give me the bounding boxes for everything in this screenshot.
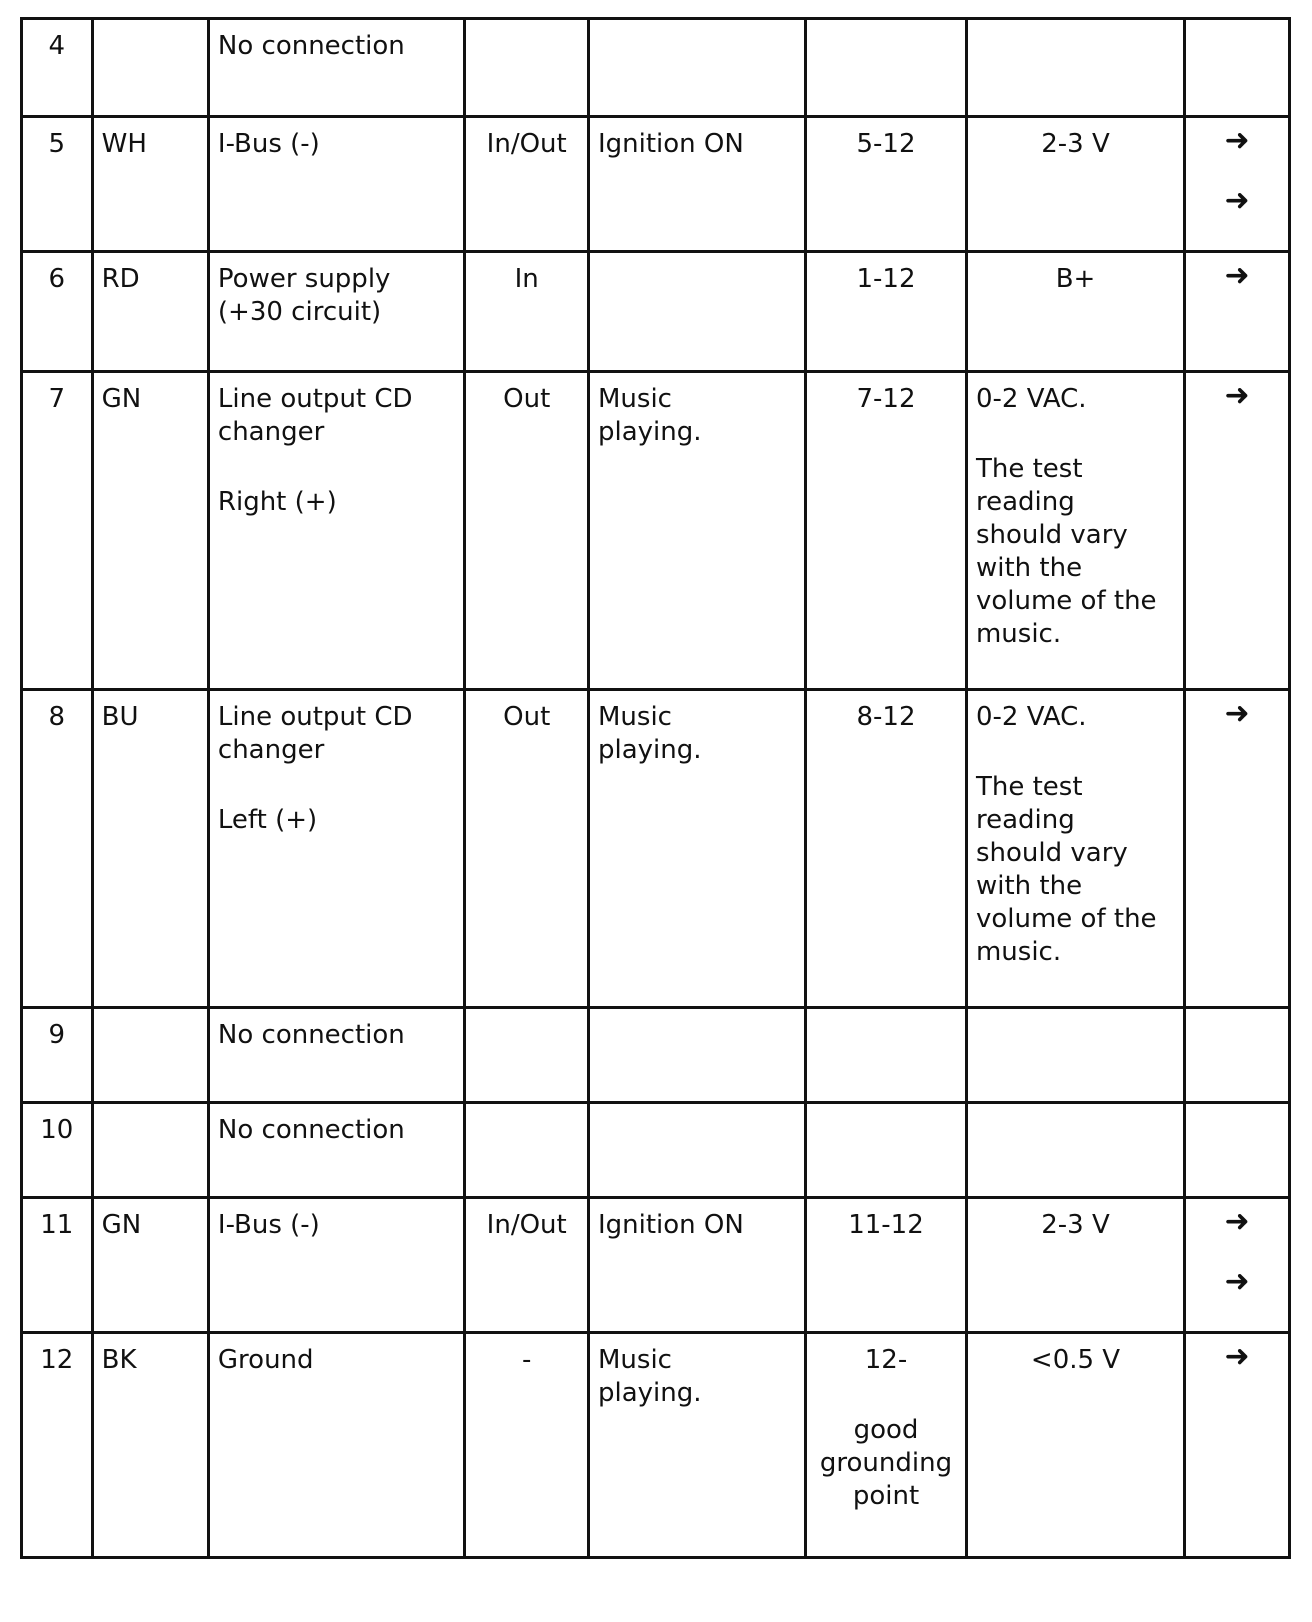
function-label: Power supply (+30 circuit) (217, 264, 391, 327)
direction: Out (503, 702, 551, 732)
pin-number: 10 (40, 1115, 74, 1145)
expected-value-cell (966, 252, 1184, 372)
table-row (22, 690, 1290, 1008)
right-arrow-icon: ➜ (1224, 378, 1250, 413)
direction-cell (465, 372, 589, 690)
condition-cell (588, 1103, 805, 1198)
expected-value-cell (966, 1198, 1184, 1333)
pin-number: 11 (40, 1210, 74, 1240)
pin-number: 4 (48, 31, 66, 61)
pin-number-cell (22, 19, 93, 117)
reference-arrow-cell (1185, 117, 1290, 252)
wire-color-cell (92, 1103, 208, 1198)
reference-arrow-cell (1185, 1198, 1290, 1333)
reference-arrow-cell (1185, 1103, 1290, 1198)
test-points: 11-12 (848, 1210, 924, 1240)
condition-cell (588, 1008, 805, 1103)
test-condition: Music playing. (597, 702, 702, 765)
function-label: I-Bus (-) (217, 129, 320, 159)
direction-cell (465, 1198, 589, 1333)
direction: In/Out (486, 1210, 567, 1240)
direction-cell (465, 1103, 589, 1198)
test-points-cell (806, 1103, 967, 1198)
test-points-cell (806, 252, 967, 372)
expected-value-note: The test reading should vary with the volume of the music. (975, 454, 1157, 649)
expected-value: B+ (1055, 264, 1096, 294)
function-cell (208, 1198, 465, 1333)
function-label: No connection (217, 31, 405, 61)
reference-arrow-cell (1185, 252, 1290, 372)
direction-cell (465, 1008, 589, 1103)
pin-number-cell (22, 372, 93, 690)
condition-cell (588, 252, 805, 372)
function-label: No connection (217, 1020, 405, 1050)
function-label: Line output CD changer (217, 702, 413, 765)
test-condition: Music playing. (597, 384, 702, 447)
reference-arrow-cell (1185, 19, 1290, 117)
expected-value: 0-2 VAC. (975, 702, 1087, 732)
expected-value-cell (966, 117, 1184, 252)
wire-color: GN (101, 384, 142, 414)
reference-arrow-cell (1185, 690, 1290, 1008)
table-row (22, 1333, 1290, 1558)
table-row (22, 1103, 1290, 1198)
wire-color-cell (92, 690, 208, 1008)
function-sub-label: Right (+) (217, 487, 337, 517)
direction: Out (503, 384, 551, 414)
test-points-cell (806, 690, 967, 1008)
wire-color: RD (101, 264, 140, 294)
expected-value-cell (966, 1103, 1184, 1198)
wire-color-cell (92, 1008, 208, 1103)
function-label: I-Bus (-) (217, 1210, 320, 1240)
condition-cell (588, 1198, 805, 1333)
wire-color: BK (101, 1345, 137, 1375)
right-arrow-icon: ➜ (1224, 1264, 1250, 1299)
wire-color-cell (92, 1333, 208, 1558)
pin-number: 7 (48, 384, 66, 414)
test-points: 7-12 (856, 384, 916, 414)
reference-arrow-cell (1185, 1008, 1290, 1103)
pin-number-cell (22, 252, 93, 372)
expected-value-note: The test reading should vary with the volume of the music. (975, 772, 1157, 967)
expected-value: 2-3 V (1041, 1210, 1110, 1240)
wire-color: GN (101, 1210, 142, 1240)
test-points-cell (806, 117, 967, 252)
right-arrow-icon: ➜ (1224, 696, 1250, 731)
wire-color-cell (92, 19, 208, 117)
test-points: 8-12 (856, 702, 916, 732)
right-arrow-icon: ➜ (1224, 183, 1250, 218)
pin-number-cell (22, 1008, 93, 1103)
function-label: Ground (217, 1345, 314, 1375)
pin-number-cell (22, 1103, 93, 1198)
test-points-cell (806, 1198, 967, 1333)
test-points-cell (806, 19, 967, 117)
pinout-table-body (22, 19, 1290, 1558)
direction-cell (465, 690, 589, 1008)
wire-color: WH (101, 129, 147, 159)
right-arrow-icon: ➜ (1224, 1339, 1250, 1374)
test-points: 1-12 (856, 264, 916, 294)
pin-number-cell (22, 690, 93, 1008)
direction-cell (465, 19, 589, 117)
expected-value-cell (966, 1008, 1184, 1103)
expected-value-cell (966, 690, 1184, 1008)
pin-number-cell (22, 1198, 93, 1333)
function-cell (208, 690, 465, 1008)
test-condition: Ignition ON (597, 129, 744, 159)
right-arrow-icon: ➜ (1224, 258, 1250, 293)
direction: In/Out (486, 129, 567, 159)
reference-arrow-cell (1185, 1333, 1290, 1558)
test-points-cell (806, 372, 967, 690)
function-cell (208, 1103, 465, 1198)
test-points-cell (806, 1333, 967, 1558)
wire-color-cell (92, 372, 208, 690)
table-row (22, 1008, 1290, 1103)
expected-value-cell (966, 1333, 1184, 1558)
pin-number: 12 (40, 1345, 74, 1375)
pin-number: 5 (48, 129, 66, 159)
pin-number: 8 (48, 702, 66, 732)
function-cell (208, 1333, 465, 1558)
table-row (22, 19, 1290, 117)
direction-cell (465, 117, 589, 252)
right-arrow-icon: ➜ (1224, 1204, 1250, 1239)
test-points-cell (806, 1008, 967, 1103)
pinout-table (20, 17, 1291, 1559)
wire-color-cell (92, 252, 208, 372)
pin-number-cell (22, 1333, 93, 1558)
pin-number-cell (22, 117, 93, 252)
test-points: 5-12 (856, 129, 916, 159)
test-points-note: good grounding point (819, 1415, 953, 1511)
expected-value: <0.5 V (1030, 1345, 1121, 1375)
condition-cell (588, 372, 805, 690)
function-label: Line output CD changer (217, 384, 413, 447)
expected-value-cell (966, 19, 1184, 117)
expected-value: 0-2 VAC. (975, 384, 1087, 414)
direction: - (522, 1345, 532, 1375)
condition-cell (588, 690, 805, 1008)
condition-cell (588, 1333, 805, 1558)
function-cell (208, 117, 465, 252)
function-cell (208, 252, 465, 372)
test-condition: Music playing. (597, 1345, 702, 1408)
wire-color-cell (92, 1198, 208, 1333)
right-arrow-icon: ➜ (1224, 123, 1250, 158)
condition-cell (588, 19, 805, 117)
condition-cell (588, 117, 805, 252)
wire-color: BU (101, 702, 139, 732)
test-condition: Ignition ON (597, 1210, 744, 1240)
pin-number: 9 (48, 1020, 66, 1050)
expected-value-cell (966, 372, 1184, 690)
direction-cell (465, 252, 589, 372)
wire-color-cell (92, 117, 208, 252)
function-label: No connection (217, 1115, 405, 1145)
table-row (22, 1198, 1290, 1333)
pin-number: 6 (48, 264, 66, 294)
function-cell (208, 1008, 465, 1103)
table-row (22, 372, 1290, 690)
table-row (22, 117, 1290, 252)
direction: In (514, 264, 539, 294)
table-row (22, 252, 1290, 372)
function-cell (208, 19, 465, 117)
direction-cell (465, 1333, 589, 1558)
function-sub-label: Left (+) (217, 805, 318, 835)
test-points: 12- (864, 1345, 908, 1375)
reference-arrow-cell (1185, 372, 1290, 690)
expected-value: 2-3 V (1041, 129, 1110, 159)
function-cell (208, 372, 465, 690)
